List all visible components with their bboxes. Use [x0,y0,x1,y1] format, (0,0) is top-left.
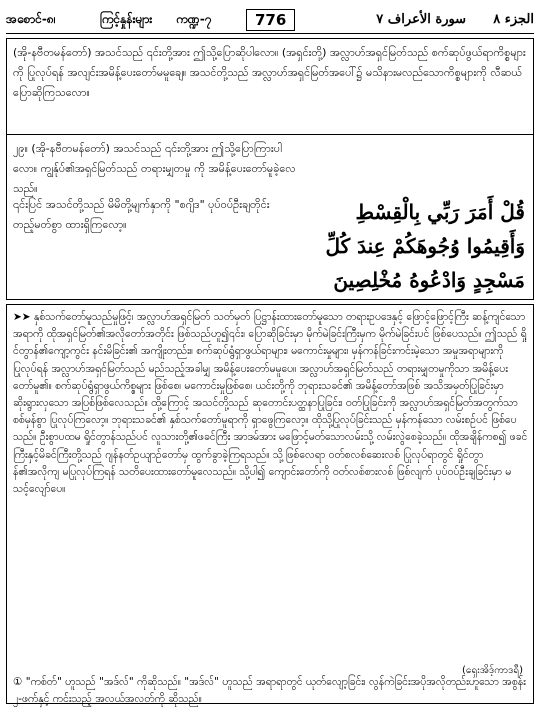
divider [7,134,533,135]
commentary-reference: (ရှေးအိဒ့်ကာဒရီ) [462,665,523,676]
header-section: ကဏ္ဍ-၇ [176,11,212,26]
commentary-text: ➤➤ နှစ်သက်တော်မူသည်မှုဖြင့်၊ အလ္လာဟ်အရှင်မြတ် သတ်မှတ် ပြဋ္ဌာန်းထားတော်မူသော တရားဥပဒေနှင့် ဖြောင့်ဖြောင့်ကြီး ဆန့်ကျင်သောအရာကို ထိုအရှင်မြတ်၏အလိုတော်အတိုင်း ဖြစ်သည်ဟူ၍၎င်း၊ ပြောဆိုခြင်းမှာ မိုက်မဲခြင်းကြီးမှက မိုက်မဲခြင်းပင် ဖြစ်ပေသည်။ ဤသည် ရှိုင်တွာန်၏ကျော့ကွင်း နင်းမိခြင်း၏ အကျိုးတည်း။ စက်ဆုပ်ရွံရှာဖွယ်ရာများ၊ မကောင်းမှုများ၊ မှန်ကန်ခြင်းကင်းမဲ့သော အမှုအရာများကို ပြုလုပ်ရန် အလ္လာဟ်အရှင်မြတ်သည် မည်သည့်အခါမျှ အမိန့်ပေးတော်မမူပေ။ အလ္လာဟ်အရှင်မြတ်သည် တရားမျှတမှုကိုသာ အမိန့်ပေးတော်မူ၏။ စက်ဆုပ်ရွံရှာဖွယ်ကိစ္စများ ဖြစ်စေ၊ မကောင်းမှုဖြစ်စေ၊ ယင်းတို့ကို ဘုရားသခင်၏ အမိန့်တော်အဖြစ် အသိအမှတ်ပြုခြင်းမှာ ဆိုးရွားလှသော အပြစ်ဖြစ်လေသည်။ ထို့ကြောင့် အသင်တို့သည် ဆုတောင်းပတ္ထနာပြုခြင်း၊ ဝတ်ပြုခြင်းကို အလ္လာဟ်အရှင်မြတ်အတွက်သာ စစ်မှန်စွာ ပြုလုပ်ကြလော့။ ဘုရားသခင်၏ နှစ်သက်တော်မူရာကို ရှာဖွေကြလော့။ ထိုသို့ပြုလုပ်ခြင်းသည် မှန်ကန်သော လမ်းစဉ်ပင် ဖြစ်ပေသည်။ ဦးစွာပထမ ရှိုင်တွာန်သည်ပင် လူသားတို့၏ဖခင်ကြီး အာဒမ်အား မဖြောင့်မတ်သောလမ်းသို့ လမ်းလွဲစေခဲ့သည်။ ထိုအချိန်ကစ၍ ဖခင်ကြီးနှင့်မိခင်ကြီးတို့သည် ဂျန်နတ်ဥယျာဉ်တော်မှ ထွက်ခွာခဲ့ကြရသည်။ သို့ဖြစ်လေရာ ဝတ်စလစ်ဆေးလစ် ပြုလုပ်ရာတွင် ရှိုင်တွာန်၏အလိုကျ မပြုလုပ်ကြရန် သတိပေးထားတော်မူလေသည်။ သို့ပါ၍ ကျောင်းတော်ကို ဝတ်လစ်စားလစ် ဖြစ်လျက် ပုပ်ဝပ်ဦးချခြင်းမှာ မသင့်လျော်ပေ။ [13,311,528,496]
translation-box [6,38,534,300]
header-surah: سورة الأعراف ٧ [376,12,467,27]
translation-paragraph-3: ၎င်းပြင် အသင်တို့သည် မိမိတို့မျက်နှာကို "စဂျိဒ" ပုပ်ဝပ်ဦးချတိုင်း တည့်မတ်စွာ ထားရှိကြလော့။ [13,198,270,231]
header-juz: الجزء ٨ [493,12,534,27]
page-number: 776 [246,9,295,31]
translation-paragraph-2 [13,139,305,199]
verse-text: (အို-နဗီတမန်တော်) အသင်သည် ၎င်းတို့အား ဤသို့ပြောကြားပါလော။ ကျွန်ုပ်၏အရှင်မြတ်သည် တရားမျှတမှု ကို အမိန့်ပေးတော်မူခဲ့လေသည်။ [13,142,296,195]
header-arabic [365,12,534,27]
verse-number: ၂၉။ [13,142,28,155]
footnote: ① "ကစ်တ်" ဟူသည် "အဒ်လ်" ကိုဆိုသည်။ "အဒ်လ်" ဟူသည် အရာရာတွင် ယုတ်လျော့ခြင်း၊ လွန်ကဲခြင်းအပိုအလိုတည်းဟူသော အစွန်း ၂-ဖက်နှင့် ကင်းသည့် အလယ်အလတ်ကို ဆိုသည်။ [13,676,526,705]
commentary-box [6,304,534,704]
arabic-verse: قُلْ أَمَرَ رَبِّي بِالْقِسْطِ وَأَقِيمُوا وُجُوهَكُمْ عِندَ كُلِّ مَسْجِدٍ وَادْعُوهُ مُخْلِصِينَ [325,200,525,292]
translation-paragraph-1: (အို-နဗီတမန်တော်) အသင်သည် ၎င်းတို့အား ဤသို့ပြောဆိုပါလော။ (အရှင်းတို့) အလ္လာဟ်အရှင်မြတ်သည် စက်ဆုပ်ဖွယ်ရာကိစ္စများကို ပြုလုပ်ရန် အလျင်းအမိန့်ပေးတော်မမူချေ။ အသင်တို့သည် အလ္လာဟ်အရှင်မြတ်အပေါ်၌ မသိနားမလည်သောကိစ္စများကို လီဆယ်ပြောဆိုကြသလော။ [13,46,526,99]
page-header [6,6,534,34]
header-mid: ကြင့်နှုန်းများ [99,11,153,26]
header-left: အစောင်-၈၊ [6,11,56,26]
